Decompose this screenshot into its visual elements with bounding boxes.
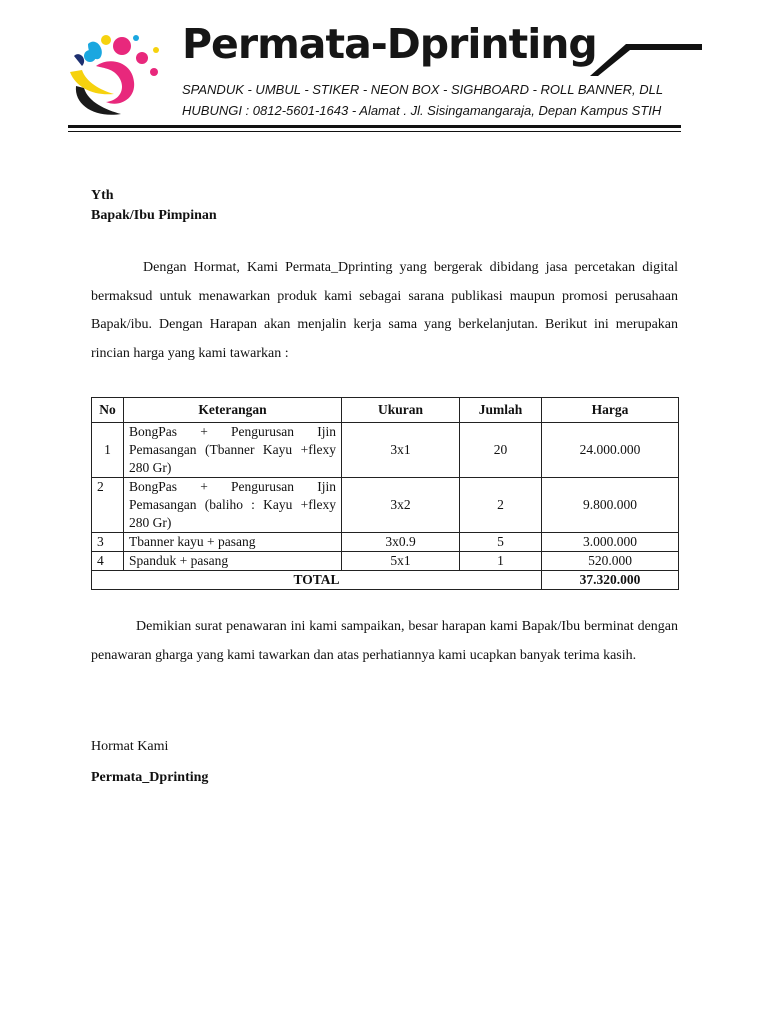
intro-text: Dengan Hormat, Kami Permata_Dprinting yang bergerak dibidang jasa percetakan digital bermaksud untuk menawarkan produk kami sebagai sarana publikasi maupun promosi perusahaan Bapak/ibu. Dengan Harapan akan menjalin kerja sama yang berkelanjutan. Berikut ini merupakan rincian harga yang kami tawarkan : [91, 260, 678, 361]
cell-harga: 9.800.000 [542, 478, 679, 533]
cell-jumlah: 5 [460, 533, 542, 552]
table-row [92, 552, 679, 571]
salutation: Yth [91, 188, 114, 203]
total-label: TOTAL [92, 571, 542, 590]
splash-logo-icon [66, 26, 166, 118]
letterhead [0, 0, 768, 140]
cell-keterangan: Tbanner kayu + pasang [124, 533, 342, 552]
price-table [91, 397, 679, 590]
table-header-row [92, 398, 679, 423]
cell-jumlah: 2 [460, 478, 542, 533]
table-row [92, 478, 679, 533]
cell-ukuran: 3x1 [342, 423, 460, 478]
col-header-keterangan: Keterangan [124, 398, 342, 423]
cell-harga: 520.000 [542, 552, 679, 571]
cell-jumlah: 20 [460, 423, 542, 478]
col-header-jumlah: Jumlah [460, 398, 542, 423]
cell-harga: 3.000.000 [542, 533, 679, 552]
col-header-ukuran: Ukuran [342, 398, 460, 423]
cell-keterangan: BongPas + Pengurusan Ijin Pemasangan (baliho : Kayu +flexy 280 Gr) [124, 478, 342, 533]
company-name: Permata-Dprinting [182, 20, 597, 68]
col-header-harga: Harga [542, 398, 679, 423]
table-total-row [92, 571, 679, 590]
cell-ukuran: 3x0.9 [342, 533, 460, 552]
cell-harga: 24.000.000 [542, 423, 679, 478]
col-header-no: No [92, 398, 124, 423]
intro-paragraph [91, 254, 678, 368]
table-row [92, 533, 679, 552]
cell-no: 3 [92, 533, 124, 552]
signoff: Hormat Kami [91, 739, 169, 754]
recipient-name: Bapak/Ibu Pimpinan [91, 208, 217, 223]
sender-name: Permata_Dprinting [91, 770, 209, 785]
cell-no: 4 [92, 552, 124, 571]
cell-ukuran: 5x1 [342, 552, 460, 571]
header-rule-thin [68, 131, 681, 132]
contact-line: HUBUNGI : 0812-5601-1643 - Alamat . Jl. Sisingamangaraja, Depan Kampus STIH [182, 103, 662, 118]
header-slash-decoration [570, 40, 710, 80]
cell-jumlah: 1 [460, 552, 542, 571]
total-value: 37.320.000 [542, 571, 679, 590]
table-row [92, 423, 679, 478]
cell-keterangan: Spanduk + pasang [124, 552, 342, 571]
cell-keterangan: BongPas + Pengurusan Ijin Pemasangan (Tbanner Kayu +flexy 280 Gr) [124, 423, 342, 478]
header-rule-thick [68, 125, 681, 128]
cell-no: 1 [92, 423, 124, 478]
cell-no: 2 [92, 478, 124, 533]
closing-paragraph [91, 613, 678, 670]
closing-text: Demikian surat penawaran ini kami sampaikan, besar harapan kami Bapak/Ibu berminat dengan penawaran gharga yang kami tawarkan dan atas perhatiannya kami ucapkan banyak terima kasih. [91, 619, 678, 663]
services-tagline: SPANDUK - UMBUL - STIKER - NEON BOX - SIGHBOARD - ROLL BANNER, DLL [182, 82, 664, 97]
cell-ukuran: 3x2 [342, 478, 460, 533]
